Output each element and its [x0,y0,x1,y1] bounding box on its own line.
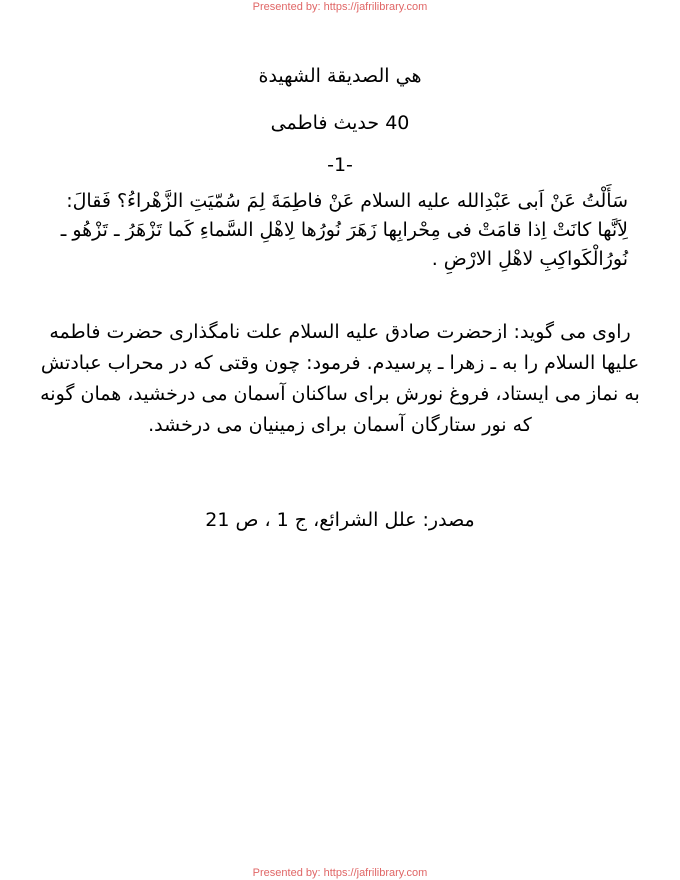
hadith-source: مصدر: علل الشرائع، ج 1 ، ص 21 [205,509,475,531]
page-title: هي الصديقة الشهيدة [258,65,422,87]
watermark-bottom: Presented by: https://jafrilibrary.com [252,867,428,879]
hadith-arabic-text: سَأَلْتُ عَنْ اَبی عَبْدِالله علیه السلام عَنْ فاطِمَةَ لِمَ سُمّیَتِ الزَّهْراءُ؟ فَقالَ: لِاَنَّها كانَتْ اِذا قامَتْ فی مِحْرابِها زَهَرَ نُورُها لِاهْلِ السَّماءِ كَما تَزْهَرُ ـ تَزْهُو ـ نُورُالْكَواكِبِ لاهْلِ الارْضِ . [60,190,628,270]
hadith-number: -1- [327,154,353,176]
hadith-persian-translation: راوی می گوید: ازحضرت صادق علیه السلام علت نامگذاری حضرت فاطمه علیها السلام را به ـ زهرا ـ پرسیدم. فرمود: چون وقتی که در محراب عبادتش به نماز می ایستاد، فروغ نورش برای ساکنان آسمان می درخشید، همان گونه که نور ستارگان آسمان برای زمینیان می درخشد. [40,321,640,436]
watermark-top: Presented by: https://jafrilibrary.com [252,1,428,13]
collection-title: 40 حديث فاطمی [270,112,410,134]
